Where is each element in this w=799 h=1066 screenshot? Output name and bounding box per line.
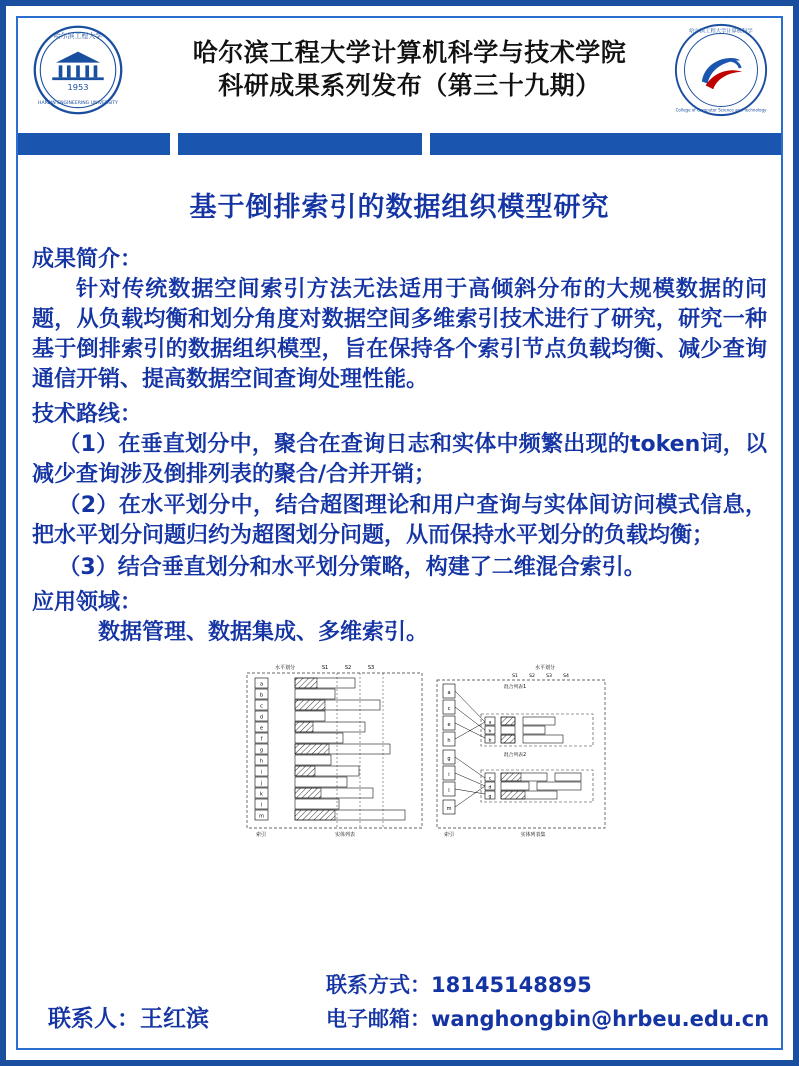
figure-label-index-right: 索引 bbox=[443, 832, 454, 839]
phone-row bbox=[326, 969, 779, 1003]
figure-label-index: 索引 bbox=[255, 832, 266, 839]
inverted-index-diagram bbox=[185, 660, 615, 850]
svg-text:d: d bbox=[488, 785, 491, 791]
university-logo-icon bbox=[32, 24, 124, 116]
figure-container bbox=[32, 660, 767, 850]
figure-label-entity-list: 实体列表 bbox=[334, 832, 355, 839]
tech-item-3: （3）结合垂直划分和水平划分策略，构建了二维混合索引。 bbox=[58, 555, 646, 581]
svg-text:a: a bbox=[259, 681, 263, 688]
svg-text:l: l bbox=[447, 788, 450, 795]
contact-person-block bbox=[20, 974, 320, 1033]
email-label: 电子邮箱： bbox=[326, 1007, 431, 1031]
svg-text:b: b bbox=[259, 692, 263, 699]
figure-label-top-right: 水平划分 bbox=[534, 665, 555, 672]
email-value[interactable]: wanghongbin@hrbeu.edu.cn bbox=[431, 1007, 770, 1031]
section-head-tech: 技术路线： bbox=[32, 401, 143, 427]
figure-label-mix1: 混合列表1 bbox=[503, 685, 526, 691]
svg-text:S3: S3 bbox=[545, 674, 552, 680]
poster-footer bbox=[20, 960, 779, 1046]
svg-text:g: g bbox=[259, 747, 263, 754]
figure-label-entity-listset: 实体列表集 bbox=[519, 832, 546, 839]
college-logo-icon bbox=[673, 22, 769, 118]
header-line-1: 哈尔滨工程大学计算机科学与技术学院 bbox=[192, 37, 627, 67]
svg-text:S2: S2 bbox=[528, 674, 535, 680]
page-title: 基于倒排索引的数据组织模型研究 bbox=[189, 192, 610, 223]
tech-item-1: （1）在垂直划分中，聚合在查询日志和实体中频繁出现的token词，以减少查询涉及倒排列表的聚合/合并开销； bbox=[32, 431, 767, 487]
svg-text:e: e bbox=[446, 722, 451, 729]
header-divider-bar bbox=[18, 133, 781, 155]
divider-notch-1 bbox=[170, 133, 178, 155]
svg-text:S1: S1 bbox=[321, 665, 328, 672]
svg-text:哈尔滨工程大学计算机科学: 哈尔滨工程大学计算机科学 bbox=[689, 28, 753, 35]
figure-label-mix2: 混合列表2 bbox=[503, 753, 526, 759]
divider-notch-2 bbox=[422, 133, 430, 155]
svg-text:g: g bbox=[488, 794, 491, 800]
svg-text:S4: S4 bbox=[562, 674, 569, 680]
phone-value: 18145148895 bbox=[431, 973, 592, 998]
svg-text:哈尔滨工程大学: 哈尔滨工程大学 bbox=[53, 31, 103, 40]
tech-item-2: （2）在水平划分中，结合超图理论和用户查询与实体间访问模式信息，把水平划分问题归约为超图划分问题，从而保持水平划分的负载均衡； bbox=[32, 493, 767, 549]
svg-text:e: e bbox=[259, 725, 263, 732]
svg-text:i: i bbox=[447, 772, 450, 779]
poster-header bbox=[6, 6, 793, 131]
section-body-apply: 数据管理、数据集成、多维索引。 bbox=[98, 620, 429, 646]
svg-text:i: i bbox=[260, 769, 262, 776]
contact-name: 王红滨 bbox=[140, 1005, 209, 1032]
contact-label: 联系人： bbox=[48, 1005, 140, 1032]
svg-text:HARBIN ENGINEERING UNIVERSITY: HARBIN ENGINEERING UNIVERSITY bbox=[38, 101, 118, 107]
contact-details-block bbox=[320, 969, 779, 1036]
header-line-2: 科研成果系列发布（第三十九期） bbox=[218, 70, 601, 100]
svg-text:College of Computer Science an: College of Computer Science and Technology bbox=[675, 107, 767, 113]
svg-text:l: l bbox=[260, 802, 262, 809]
svg-text:c: c bbox=[447, 706, 450, 713]
svg-text:h: h bbox=[259, 758, 263, 765]
figure-label-top-left: 水平划分 bbox=[274, 665, 295, 672]
svg-text:g: g bbox=[446, 756, 451, 763]
section-head-intro: 成果简介： bbox=[32, 247, 143, 272]
svg-text:f: f bbox=[260, 736, 262, 743]
svg-text:c: c bbox=[259, 703, 263, 710]
phone-label: 联系方式： bbox=[326, 973, 431, 998]
section-head-apply: 应用领域： bbox=[32, 590, 143, 616]
svg-text:d: d bbox=[259, 714, 263, 721]
svg-text:k: k bbox=[259, 791, 263, 798]
section-body-intro: 针对传统数据空间索引方法无法适用于高倾斜分布的大规模数据的问题，从负载均衡和划分角度对数据空间多维索引技术进行了研究，研究一种基于倒排索引的数据组织模型，旨在保持各个索引节点负载均衡、减少查询通信开销、提高数据空间查询处理性能。 bbox=[32, 277, 767, 392]
svg-text:m: m bbox=[446, 806, 451, 813]
email-row bbox=[326, 1003, 779, 1037]
svg-text:j: j bbox=[260, 780, 262, 787]
svg-text:b: b bbox=[488, 738, 491, 744]
svg-text:S2: S2 bbox=[344, 665, 351, 672]
poster-content bbox=[6, 155, 793, 850]
svg-text:h: h bbox=[446, 738, 451, 745]
svg-text:m: m bbox=[258, 813, 264, 820]
svg-text:h: h bbox=[488, 729, 491, 735]
svg-text:S3: S3 bbox=[367, 665, 374, 672]
header-title-block bbox=[193, 36, 627, 102]
svg-text:a: a bbox=[488, 720, 491, 726]
svg-text:c: c bbox=[488, 776, 491, 782]
svg-text:S1: S1 bbox=[511, 674, 518, 680]
svg-text:1953: 1953 bbox=[67, 82, 89, 93]
svg-text:a: a bbox=[446, 690, 451, 697]
